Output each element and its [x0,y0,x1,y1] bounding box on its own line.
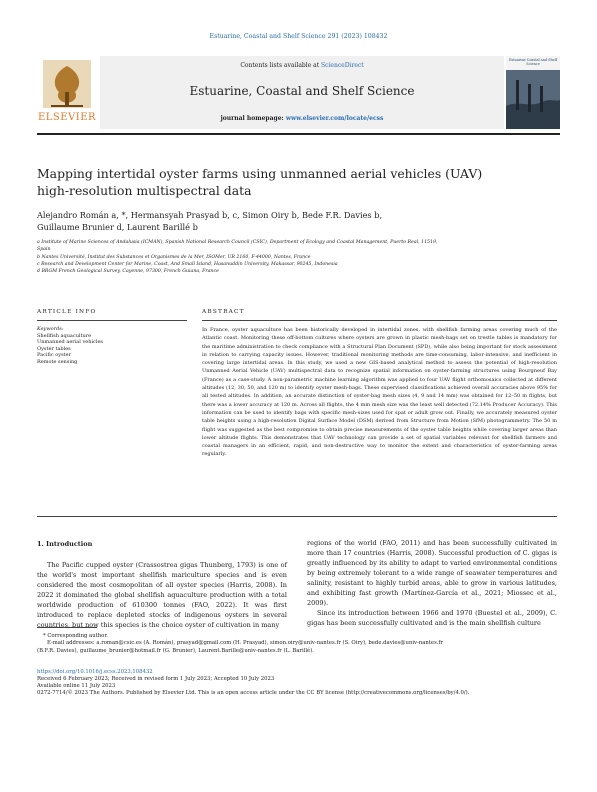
affiliation-d: d BRGM French Geological Survey, Cayenne, 97300, French Guiana, France [37,269,219,275]
article-meta [37,669,562,697]
abstract-rule [202,320,557,321]
abstract-text: In France, oyster aquaculture has been historically developed in intertidal zones, with shellfish farming areas covering much of the Atlantic coast. Monitoring these off-bottom cultures where oysters are grown in plastic mesh-bags set on trestle tables is mandatory for the maritime administration to check compliance with a Structural Plan Document (SPD), while also being important for stock assessment in relation to carrying capacity issues. However, traditional monitoring methods are time-consuming, labor-intensive, and inefficient in covering large intertidal areas. In this study, we used a new GIS-based analytical method to assess the potential of high-resolution Unmanned Aerial Vehicle (UAV) multispectral data to recognize spatial information on oyster-farming structures using Bourgneuf Bay (France) as a case-study. A non-parametric machine learning algorithm was applied to four UAV flight orthomosaics collected at different altitudes (12, 30, 50, and 120 m) to identify oyster mesh-bags. These supervised classifications achieved overall accuracies above 95% for all tested altitudes. In addition, an accurate distinction of oyster-bag mesh sizes (4, 9 and 14 mm) was obtained for 12–50 m flights, but there was a lower accuracy at 120 m. Across all flights, the 4 mm mesh size was the least well detected (72.14% Producer Accuracy). This information can be used to identify bags with specific mesh-sizes used for spat or adult grow out. Finally, we accurately measured oyster table heights using a high-resolution Digital Surface Model (DSM) derived from Structure from Motion (SfM) photogrammetry. The 50 m flight was suggested as the best compromise to obtain precise measurements of the oyster table heights while covering larger areas than lower altitude flights. This demonstrates that UAV technology can provide a set of spatial variables relevant for shellfish farmers and coastal managers in an efficient, rapid, and non-destructive way to monitor the extent and characteristics of oyster-farming areas regularly. [202,327,557,458]
affiliations [37,239,557,275]
corresponding-author-note: * Corresponding author. [43,633,108,639]
keyword-item: Unmanned aerial vehicles [37,339,103,346]
affiliation-b: b Nantes Université, Institut des Substances et Organismes de la Mer, ISOMer, UR 2160, F-44000, Nantes, France [37,254,311,260]
keyword-item: Pacific oyster [37,352,72,359]
intro-right-column [307,538,557,628]
affiliation-a: a Institute of Marine Sciences of Andalusia (ICMAN), Spanish National Research Council (CSIC), Department of Ecology and Coastal Management, Puerto Real, 11519, [37,240,438,245]
intro-left-column: The Pacific cupped oyster (Crassostrea gigas Thunberg, 1793) is one of the world's most important shellfish mariculture species and is even considered the most cosmopolitan of all oyster species (Harris, 2008). In 2022 it dominated the global shellfish aquaculture production with a total worldwide production of 610300 tonnes (FAO, 2022). It was first introduced to replace depleted stocks of indigenous oysters in several countries, but now this species is the choice oyster of cultivation in many [37,561,287,629]
email-addresses[interactable]: E-mail addresses: a.roman@csic.es (A. Román), prasyad@gmail.com (H. Prasyad), simon.oiry@univ-nantes.fr (S. Oiry), bede.davies@univ-nantes.fr [47,640,443,647]
article-title: Mapping intertidal oyster farms using unmanned aerial vehicles (UAV) high-resolution multispectral data [37,166,483,198]
footnote-rule [37,627,97,628]
keywords-list [37,326,177,366]
doi-link[interactable]: https://doi.org/10.1016/j.ecss.2023.108432 [37,669,153,675]
keywords-label: Keywords: [37,326,64,332]
keyword-item: Remote sensing [37,358,78,365]
keyword-item: Oyster tables [37,345,71,352]
article-info-rule [37,320,187,321]
abstract-heading: ABSTRACT [202,309,245,315]
cover-title: Estuarine Coastal and Shelf Science [508,58,557,66]
journal-reference[interactable]: Estuarine, Coastal and Shelf Science 291 (2023) 108432 [209,33,388,40]
abstract-bottom-rule [37,516,557,517]
footnotes [37,633,562,655]
sciencedirect-link[interactable]: ScienceDirect [321,62,364,69]
affiliation-a-cont: Spain [37,247,51,253]
received-dates: Received 6 February 2023; Received in revised form 1 July 2023; Accepted 10 July 2023 [37,676,275,683]
intro-right-paragraph-2: Since its introduction between 1966 and 1970 (Buestel et al., 2009), C. gigas has been successfully cultivated and is the main shellfish culture [307,609,557,627]
journal-cover [506,56,560,129]
author-list: Alejandro Román a, *, Hermansyah Prasyad b, c, Simon Oiry b, Bede F.R. Davies b, Guillaume Brunier d, Laurent Barillé b [37,210,383,232]
elsevier-logo [37,58,97,126]
introduction-heading: 1. Introduction [37,540,93,548]
contents-line: Contents lists available at ScienceDirect [240,62,364,69]
homepage-line: journal homepage: www.elsevier.com/locate/ecss [220,115,384,122]
publisher-name: ELSEVIER [37,112,97,123]
journal-name: Estuarine, Coastal and Shelf Science [189,84,415,98]
keyword-item: Shellfish aquaculture [37,332,92,339]
header-rule [37,133,560,135]
affiliation-c: c Research and Development Center for Marine, Coast, And Small Island, Hasanuddin University, Makassar, 90245, Indonesia [37,261,338,267]
intro-right-paragraph-1: regions of the world (FAO, 2011) and has been successfully cultivated in more than 17 countries (Harris, 2008). Successful production of C. gigas is greatly influenced by its ability to adapt to varied environmental conditions by being extremely tolerant to a wide range of seawater temperatures and salinity, resistant to highly turbid areas, able to grow in various latitudes, and exhibiting fast growth (Martínez-García et al., 2021; Miossec et al., 2009). [307,539,557,607]
homepage-link[interactable]: www.elsevier.com/locate/ecss [285,115,384,122]
article-info-heading: ARTICLE INFO [37,309,97,315]
available-online: Available online 11 July 2023 [37,683,116,690]
copyright-license[interactable]: 0272-7714/© 2023 The Authors. Published by Elsevier Ltd. This is an open access article under the CC BY license (http://creativecommons.org/licenses/by/4.0/). [37,690,470,697]
email-addresses-cont[interactable]: (B.F.R. Davies), guillaume_brunier@hotmail.fr (G. Brunier), Laurent.Barille@univ-nantes.fr (L. Barillé). [37,647,314,654]
